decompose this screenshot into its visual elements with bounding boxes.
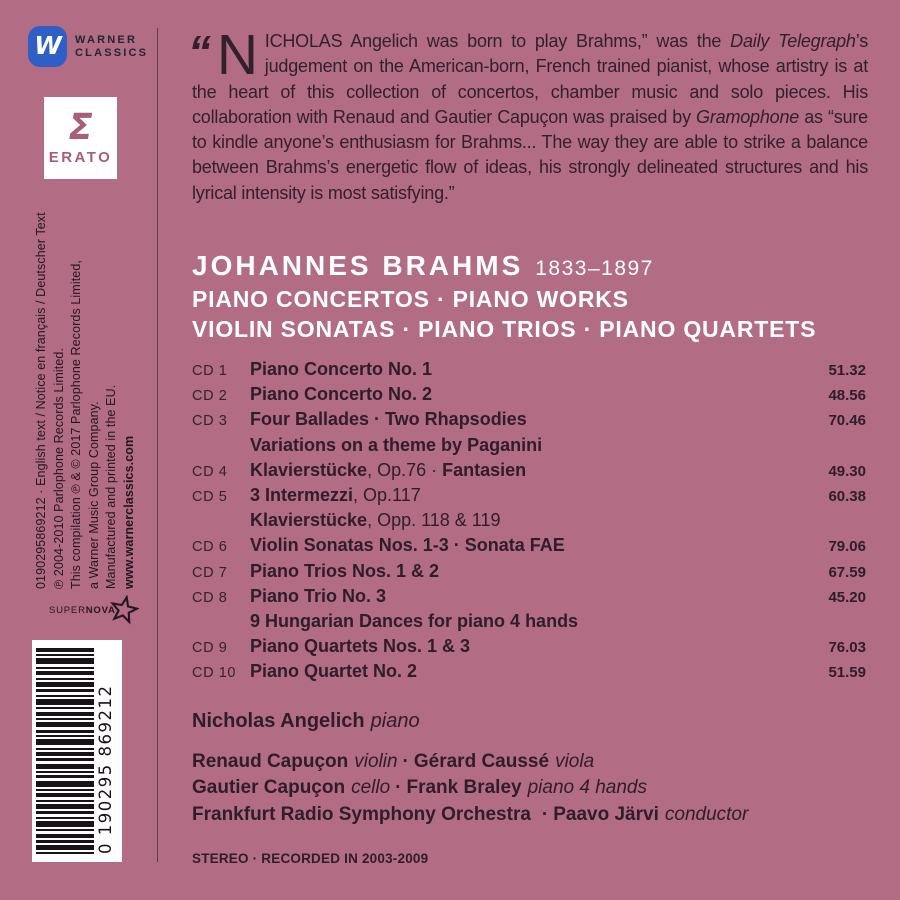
quote-caps: ICHOLAS [264,31,343,51]
duration: 48.56 [828,387,866,405]
track-title: 9 Hungarian Dances for piano 4 hands [250,610,579,631]
cd-label: CD 10 [192,665,237,682]
recording-info: STEREO · RECORDED IN 2003-2009 [192,851,429,866]
warner-label-line2: CLASSICS [75,46,149,59]
album-title [192,250,816,343]
credit-line: a Warner Music Group Company. [86,401,101,589]
quote-text: Angelich was born to play Brahms,” was the [342,31,731,51]
track-title: 3 Intermezzi, Op.117 [250,484,421,505]
duration: 76.03 [828,639,866,657]
duration: 45.20 [828,588,866,606]
credit-line: Manufactured and printed in the EU. [104,384,119,589]
track-title: Piano Trios Nos. 1 & 2 [250,560,440,581]
supernova-label-super: SUPER [49,604,86,616]
track-title: Piano Concerto No. 1 [250,359,433,379]
track-row [192,561,866,586]
duration: 67.59 [828,563,866,581]
duration: 60.38 [828,487,866,505]
track-title: Piano Trio No. 3 [250,585,387,606]
publication-name: Gramophone [696,106,800,127]
soloist-name: Nicholas Angelich [192,710,365,732]
track-row [192,485,866,510]
composer-dates: 1833–1897 [535,257,654,280]
track-row [192,409,866,434]
warner-classics-label [75,34,148,59]
star-icon [109,595,139,625]
cd-label: CD 4 [192,463,228,480]
erato-logo [44,97,117,179]
barcode-bars-icon [36,648,94,854]
cd-label: CD 9 [192,640,228,657]
track-list [192,359,866,686]
dot-separator: · [541,803,549,825]
composer-line [192,250,816,282]
fold-line [157,28,158,862]
performer-line: Gautier Capuçon cello · Frank Braley piano 4 hands [192,777,647,799]
supernova-logo [49,595,139,625]
erato-label: ERATO [48,149,113,166]
soloist-instrument: piano [370,710,420,732]
track-title: Klavierstücke, Opp. 118 & 119 [250,510,501,531]
track-row [192,636,866,661]
dot-separator: · [402,751,409,772]
cd-label: CD 3 [192,413,228,430]
warnerclassics-url: www.warnerclassics.com [121,435,136,589]
credit-line: This compilation ℗ & © 2017 Parlophone Records Limited, [69,260,84,589]
dropcap-letter: N [216,23,258,87]
composer-name: JOHANNES BRAHMS [192,250,524,281]
duration: 70.46 [828,412,866,430]
warner-label-line1: WARNER [75,34,138,46]
edition-credits [33,200,139,589]
track-title: Klavierstücke, Op.76 · Fantasien [250,459,527,480]
credit-line: ℗ 2004-2010 Parlophone Records Limited. [51,347,66,589]
quote-text: ’s judgement on the American-born, French trained pianist, whose artistry is at the heart of this collection of concertos, chamber music and solo pieces. His collaboration with Renaud and Gautier Capuçon was praised by [192,31,868,127]
cd-label: CD 2 [192,388,228,405]
warner-w-icon [28,26,67,67]
credit-line: 0190295869212 · English text / Notice en français / Deutscher Text [34,212,48,589]
duration: 49.30 [828,462,866,480]
duration: 79.06 [828,538,866,556]
warner-w-glyph: W [34,31,61,60]
track-row [192,535,866,560]
track-row [192,661,866,686]
duration: 51.32 [828,362,866,379]
cd-label: CD 6 [192,539,228,556]
cd-label: CD 7 [192,564,228,581]
barcode-number: 0 190295 869212 [96,684,115,854]
erato-sigma-icon: Σ [64,107,97,148]
track-title: Piano Quartet No. 2 [250,661,418,682]
open-quote-mark: “ [188,26,211,78]
press-quote [188,23,868,206]
cd-label: CD 5 [192,488,228,505]
track-row [192,384,866,409]
performer-line: Frankfurt Radio Symphony Orchestra · Paavo Järvi conductor [192,803,749,825]
track-title: Piano Quartets Nos. 1 & 3 [250,636,471,657]
supernova-label-nova: NOVA [85,604,116,616]
track-title: Four Ballades · Two Rhapsodies [250,409,527,430]
title-line2: PIANO CONCERTOS · PIANO WORKS [192,285,629,312]
track-row [192,586,866,611]
track-row [192,510,866,535]
quote-text: as “sure to kindle anyone’s enthusiasm for Brahms... The way they are able to strike a balance between Brahms’s energetic flow of ideas, his strongly delineated structures and his lyrical intensity is most satisfying.” [192,106,868,203]
track-row [192,611,866,636]
track-row [192,435,866,460]
performer-line: Renaud Capuçon violin · Gérard Caussé viola [192,751,595,772]
performers-block [192,749,748,828]
track-title: Piano Concerto No. 2 [250,384,433,405]
cd-label: CD 8 [192,589,228,606]
track-title: Variations on a theme by Paganini [250,434,543,455]
publication-name: Daily Telegraph [730,31,856,51]
duration: 51.59 [828,664,866,682]
track-title: Violin Sonatas Nos. 1-3 · Sonata FAE [250,535,565,556]
track-row [192,359,866,384]
barcode [32,640,122,862]
soloist-line [192,710,420,733]
dot-separator: · [395,777,402,799]
track-row [192,460,866,485]
cd-label: CD 1 [192,363,228,379]
title-line3: VIOLIN SONATAS · PIANO TRIOS · PIANO QUARTETS [192,316,817,342]
warner-classics-logo [28,26,148,67]
